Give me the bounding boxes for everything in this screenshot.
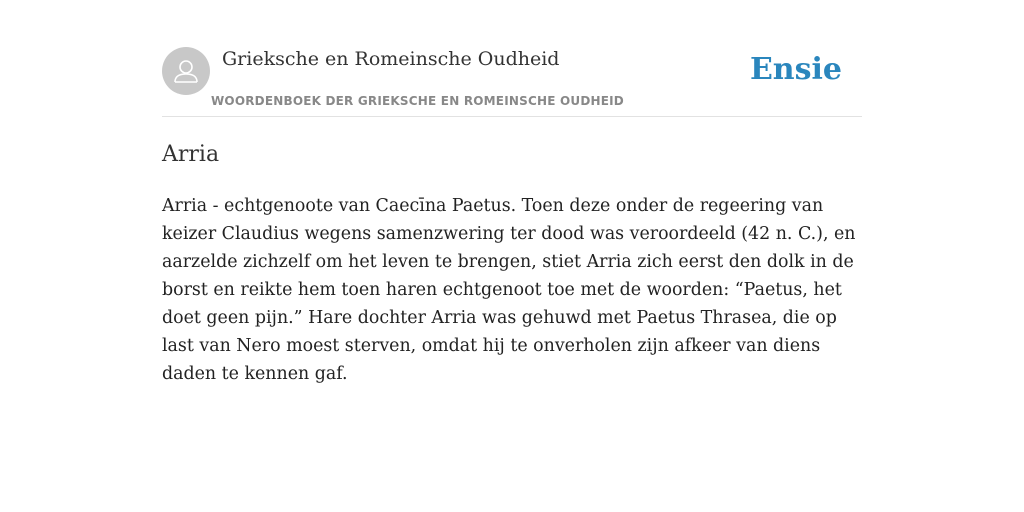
source-title[interactable]: Grieksche en Romeinsche Oudheid <box>222 48 560 70</box>
source-subtitle[interactable]: WOORDENBOEK DER GRIEKSCHE EN ROMEINSCHE OUDHEID <box>211 94 624 108</box>
user-avatar-icon[interactable] <box>162 47 210 95</box>
source-header <box>162 46 862 117</box>
entry-definition: Arria - echtgenoote van Caecīna Paetus. Toen deze onder de regeering van keizer Claudius wegens samenzwering ter dood was veroordeeld (42 n. C.), en aarzelde zichzelf om het leven te brengen, stiet Arria zich eerst den dolk in de borst en reikte hem toen haren echtgenoot toe met de woorden: “Paetus, het doet geen pijn.” Hare dochter Arria was gehuwd met Paetus Thrasea, die op last van Nero moest sterven, omdat hij te onverholen zijn afkeer van diens daden te kennen gaf. <box>162 196 856 384</box>
entry-title: Arria <box>162 142 220 167</box>
avatar-silhouette <box>162 47 210 95</box>
ensie-logo[interactable]: Ensie <box>749 52 842 87</box>
